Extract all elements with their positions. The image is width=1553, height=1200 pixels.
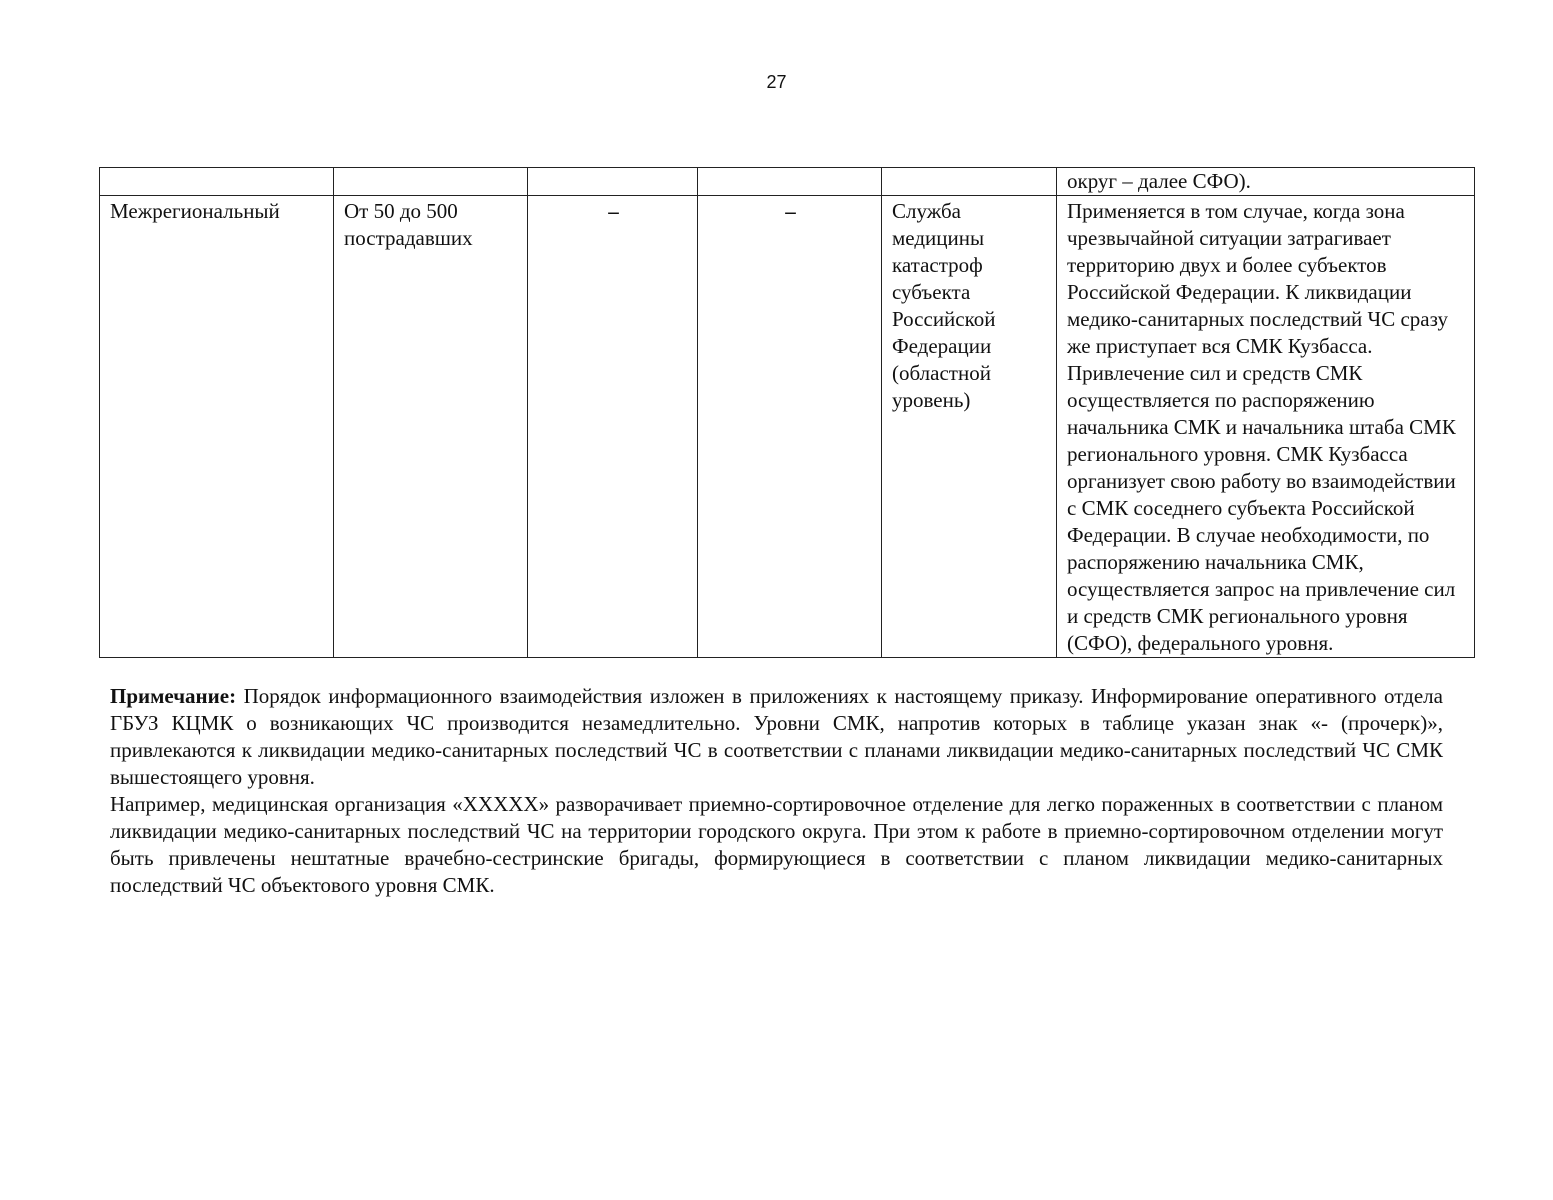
table-cell bbox=[698, 168, 882, 196]
dash-cell: – bbox=[528, 196, 698, 658]
example-paragraph: Например, медицинская организация «XXXXX» разворачивает приемно-сортировочное отделение для легко пораженных в соответствии с планом ликвидации медико-санитарных последствий ЧС на территории городского округа. При этом к работе в приемно-сортировочном отделении могут быть привлечены нештатные врачебно-сестринские бригады, формирующиеся в соответствии с планом ликвидации медико-санитарных последствий ЧС объектового уровня СМК. bbox=[110, 792, 1443, 897]
table-cell-description-continued: округ – далее СФО). bbox=[1057, 168, 1475, 196]
page-number: 27 bbox=[766, 72, 787, 92]
note-label: Примечание: bbox=[110, 684, 237, 708]
table-cell bbox=[528, 168, 698, 196]
dash-cell: – bbox=[698, 196, 882, 658]
description-cell: Применяется в том случае, когда зона чрезвычайной ситуации затрагивает территорию двух и более субъектов Российской Федерации. К ликвидации медико-санитарных последствий ЧС сразу же приступает вся СМК Кузбасса. Привлечение сил и средств СМК осуществляется по распоряжению начальника СМК и начальника штаба СМК регионального уровня. СМК Кузбасса организует свою работу во взаимодействии с СМК соседнего субъекта Российской Федерации. В случае необходимости, по распоряжению начальника СМК, осуществляется запрос на привлечение сил и средств СМК регионального уровня (СФО), федерального уровня. bbox=[1057, 196, 1475, 658]
table-row-continuation bbox=[100, 168, 1475, 196]
service-cell: Служба медицины катастроф субъекта Российской Федерации (областной уровень) bbox=[882, 196, 1057, 658]
table-cell bbox=[882, 168, 1057, 196]
note-text: Порядок информационного взаимодействия изложен в приложениях к настоящему приказу. Информирование оперативного отдела ГБУЗ КЦМК о возникающих ЧС производится незамедлительно. Уровни СМК, напротив которых в таблице указан знак «- (прочерк)», привлекаются к ликвидации медико-санитарных последствий ЧС в соответствии с планами ликвидации медико-санитарных последствий ЧС СМК вышестоящего уровня. bbox=[110, 684, 1443, 789]
note-paragraph bbox=[110, 683, 1443, 791]
emergency-levels-table bbox=[99, 167, 1475, 658]
level-cell: Межрегиональный bbox=[100, 196, 334, 658]
victims-cell: От 50 до 500 пострадавших bbox=[334, 196, 528, 658]
table-cell bbox=[334, 168, 528, 196]
table-row-interregional bbox=[100, 196, 1475, 658]
note-block bbox=[110, 683, 1443, 899]
table-cell bbox=[100, 168, 334, 196]
